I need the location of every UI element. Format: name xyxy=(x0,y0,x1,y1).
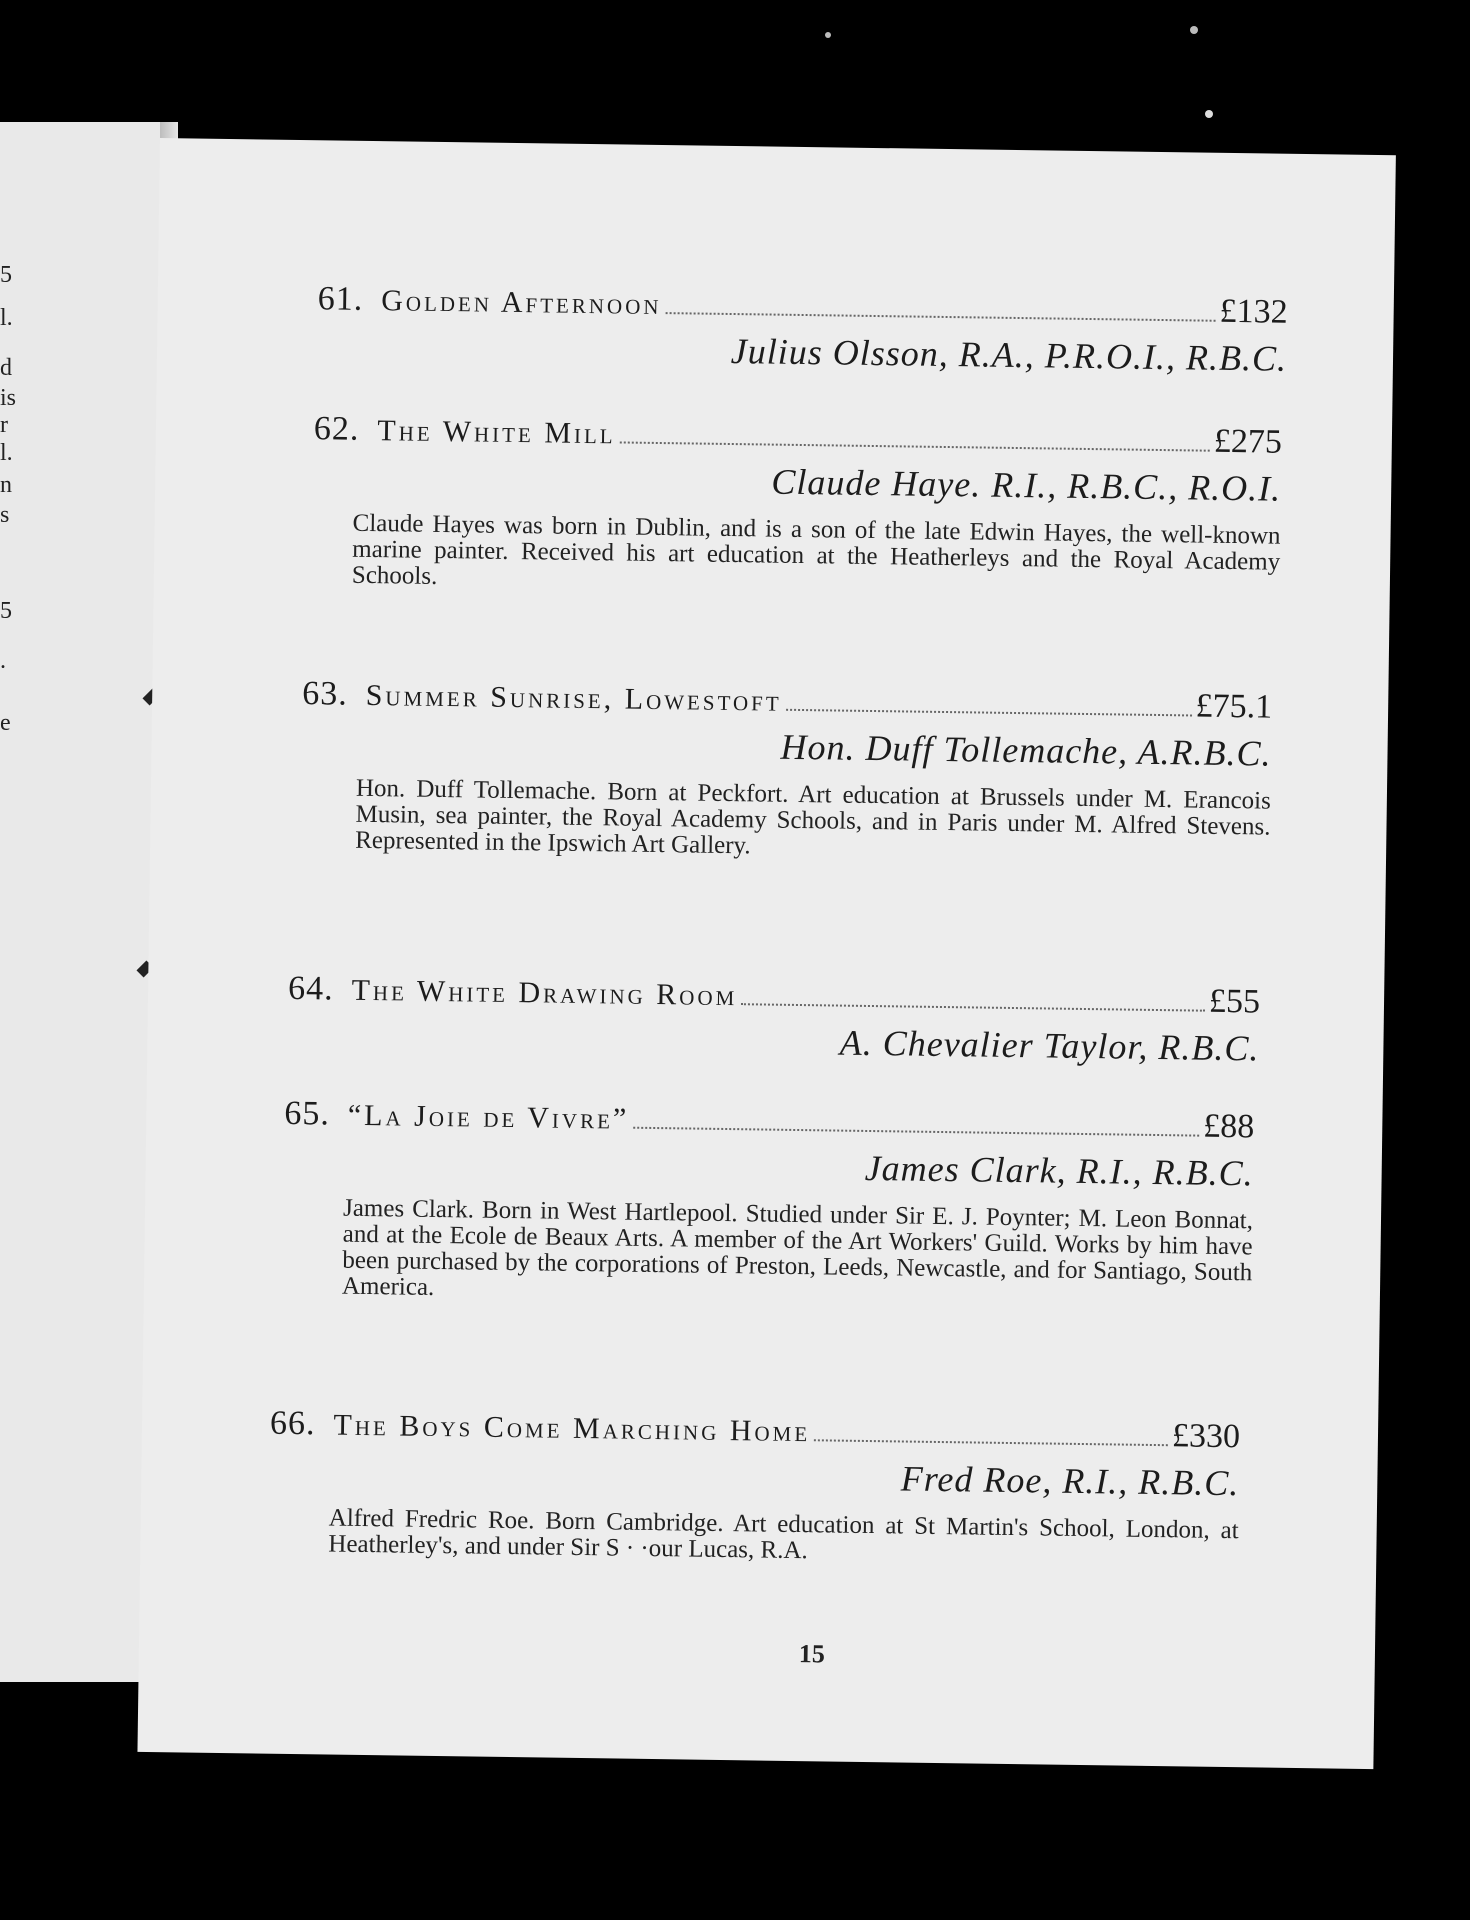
catalogue-page xyxy=(137,138,1395,1769)
entry-number: 63. xyxy=(301,675,349,713)
entry-price: £75.1 xyxy=(1195,687,1273,726)
margin-fragment: r xyxy=(0,412,8,438)
entry-artist: James Clark, R.I., R.B.C. xyxy=(864,1147,1254,1194)
entry-artist: Claude Haye. R.I., R.B.C., R.O.I. xyxy=(771,461,1282,509)
catalogue-entry-66 xyxy=(268,1405,1240,1571)
entry-number: 66. xyxy=(269,1404,316,1443)
entry-biography: Claude Hayes was born in Dublin, and is a son of the late Edwin Hayes, the well-known marine painter. Received his art education at the Heatherleys and the Royal Academy Schools. xyxy=(351,509,1281,590)
entry-artist: Julius Olsson, R.A., P.R.O.I., R.B.C. xyxy=(730,330,1288,379)
margin-fragment: d xyxy=(0,355,12,381)
entry-biography: Alfred Fredric Roe. Born Cambridge. Art education at St Martin's School, London, at Heatherley's, and under Sir S · ·our Lucas, R.A. xyxy=(328,1504,1239,1565)
margin-fragment: 5 xyxy=(0,598,12,624)
entry-title: The White Drawing Room xyxy=(351,973,738,1013)
leader-dots xyxy=(665,312,1215,322)
entry-title: The White Mill xyxy=(377,414,616,451)
margin-fragment: 5 xyxy=(0,262,12,288)
margin-fragment: l. xyxy=(0,305,13,331)
margin-fragment: n xyxy=(0,472,12,498)
entry-artist: Fred Roe, R.I., R.B.C. xyxy=(900,1458,1240,1504)
leader-dots xyxy=(620,441,1210,451)
entry-number: 62. xyxy=(313,410,360,448)
catalogue-entry-63 xyxy=(300,675,1272,867)
entry-number: 61. xyxy=(317,280,364,318)
entry-title: Summer Sunrise, Lowestoft xyxy=(365,678,782,718)
entry-artist: A. Chevalier Taylor, R.B.C. xyxy=(839,1022,1260,1069)
entry-biography: James Clark. Born in West Hartlepool. Studied under Sir E. J. Poynter; M. Leon Bonnat, and at the Ecole de Beaux Arts. A member of the Art Workers' Guild. Works by him have been purchased by the corporations of Preston, Leeds, Newcastle, and for Santiago, South America. xyxy=(341,1194,1254,1301)
entry-price: £132 xyxy=(1219,292,1288,331)
film-speck xyxy=(1205,110,1213,118)
entry-artist: Hon. Duff Tollemache, A.R.B.C. xyxy=(780,726,1272,774)
leader-dots xyxy=(786,709,1192,717)
entry-number: 65. xyxy=(284,1094,331,1133)
entry-title: The Boys Come Marching Home xyxy=(333,1408,811,1449)
leader-dots xyxy=(741,1003,1205,1011)
entry-price: £330 xyxy=(1171,1417,1241,1456)
catalogue-entry-61 xyxy=(317,280,1288,380)
margin-fragment: l. xyxy=(0,440,13,466)
margin-fragment: . xyxy=(0,648,6,674)
catalogue-entry-62 xyxy=(312,410,1282,601)
leader-dots xyxy=(633,1127,1199,1137)
catalogue-entry-65 xyxy=(282,1095,1255,1313)
entry-title: “La Joie de Vivre” xyxy=(347,1098,630,1136)
entry-number: 64. xyxy=(287,969,334,1008)
entry-price: £275 xyxy=(1213,422,1283,461)
catalogue-entry-64 xyxy=(287,970,1260,1070)
margin-fragment: s xyxy=(0,502,10,528)
entry-price: £88 xyxy=(1203,1107,1255,1146)
entry-price: £55 xyxy=(1208,982,1261,1021)
entry-biography: Hon. Duff Tollemache. Born at Peckfort. Art education at Brussels under M. Erancois Musin, sea painter, the Royal Academy Schools, and in Paris under M. Alfred Stevens. Represented in the Ipswich Art Gallery. xyxy=(355,774,1272,860)
margin-fragment: is xyxy=(0,385,17,411)
margin-fragment: e xyxy=(0,710,11,736)
page-number: 15 xyxy=(798,1639,826,1669)
leader-dots xyxy=(814,1439,1168,1446)
film-speck xyxy=(825,32,831,38)
entry-title: Golden Afternoon xyxy=(381,284,662,322)
film-speck xyxy=(1190,26,1198,34)
